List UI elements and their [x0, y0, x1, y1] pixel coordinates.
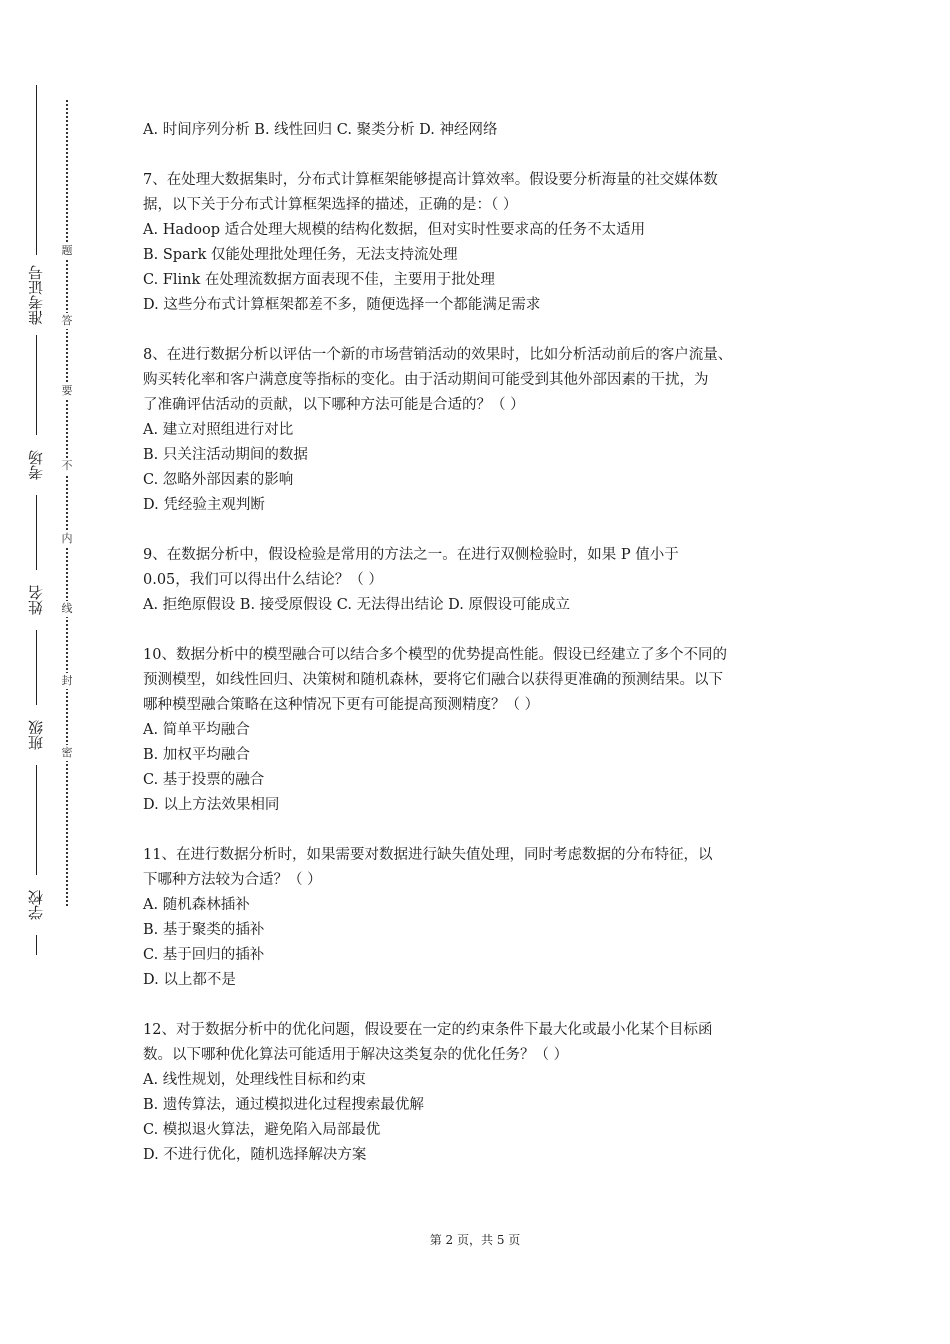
class-label: 班级 — [18, 705, 54, 765]
option-c: C. 基于投票的融合 — [143, 772, 265, 788]
binding-solid-line — [36, 85, 37, 955]
option-a: A. 建立对照组进行对比 — [143, 422, 294, 438]
question-stem: 7、在处理大数据集时，分布式计算框架能够提高计算效率。假设要分析海量的社交媒体数 — [143, 172, 718, 188]
option-c: C. 基于回归的插补 — [143, 947, 265, 963]
option-d: D. 以上方法效果相同 — [143, 797, 280, 813]
question-9 — [143, 543, 833, 618]
binding-margin — [0, 0, 90, 1344]
name-label: 姓名 — [18, 570, 54, 630]
question-stem: 购买转化率和客户满意度等指标的变化。由于活动期间可能受到其他外部因素的干扰，为 — [143, 372, 709, 388]
seal-char: 不 — [57, 458, 77, 474]
seal-char: 答 — [57, 313, 77, 329]
option-a: A. Hadoop 适合处理大规模的结构化数据，但对实时性要求高的任务不太适用 — [143, 222, 646, 238]
seal-char: 线 — [57, 601, 77, 617]
option-c: C. 忽略外部因素的影响 — [143, 472, 294, 488]
question-stem: 9、在数据分析中，假设检验是常用的方法之一。在进行双侧检验时，如果 P 值小于 — [143, 547, 679, 563]
question-8 — [143, 343, 833, 518]
seal-char: 要 — [57, 383, 77, 399]
option-c: C. Flink 在处理流数据方面表现不佳，主要用于批处理 — [143, 272, 495, 288]
option-b: B. 遗传算法，通过模拟进化过程搜索最优解 — [143, 1097, 424, 1113]
option-a: A. 随机森林插补 — [143, 897, 250, 913]
seal-char: 内 — [57, 531, 77, 547]
exam-id-label: 准考证号 — [18, 255, 54, 335]
option-b: B. 只关注活动期间的数据 — [143, 447, 308, 463]
seal-char: 密 — [57, 745, 77, 761]
question-11 — [143, 843, 833, 993]
exam-room-label: 考场 — [18, 435, 54, 495]
option-c: C. 模拟退火算法，避免陷入局部最优 — [143, 1122, 381, 1138]
option-b: B. 基于聚类的插补 — [143, 922, 265, 938]
question-stem: 12、对于数据分析中的优化问题，假设要在一定的约束条件下最大化或最小化某个目标函 — [143, 1022, 713, 1038]
option-b: B. Spark 仅能处理批处理任务，无法支持流处理 — [143, 247, 458, 263]
seal-char: 封 — [57, 673, 77, 689]
question-stem: 预测模型，如线性回归、决策树和随机森林，要将它们融合以获得更准确的预测结果。以下 — [143, 672, 723, 688]
question-stem: 哪种模型融合策略在这种情况下更有可能提高预测精度？（ ） — [143, 697, 540, 713]
option-d: D. 不进行优化，随机选择解决方案 — [143, 1147, 367, 1163]
option-d: D. 凭经验主观判断 — [143, 497, 265, 513]
binding-dotted-line — [66, 100, 68, 906]
option-d: D. 以上都不是 — [143, 972, 236, 988]
question-content — [143, 118, 833, 1168]
options-inline: A. 拒绝原假设 B. 接受原假设 C. 无法得出结论 D. 原假设可能成立 — [143, 597, 571, 613]
previous-question-options: A. 时间序列分析 B. 线性回归 C. 聚类分析 D. 神经网络 — [143, 122, 498, 138]
question-stem: 了准确评估活动的贡献，以下哪种方法可能是合适的？（ ） — [143, 397, 525, 413]
question-stem: 数。以下哪种优化算法可能适用于解决这类复杂的优化任务？（ ） — [143, 1047, 569, 1063]
question-stem: 0.05，我们可以得出什么结论？（ ） — [143, 572, 383, 588]
seal-char: 题 — [57, 243, 77, 259]
question-7 — [143, 168, 833, 318]
question-10 — [143, 643, 833, 818]
question-stem: 11、在进行数据分析时，如果需要对数据进行缺失值处理，同时考虑数据的分布特征，以 — [143, 847, 713, 863]
option-d: D. 这些分布式计算框架都差不多，随便选择一个都能满足需求 — [143, 297, 541, 313]
question-stem: 10、数据分析中的模型融合可以结合多个模型的优势提高性能。假设已经建立了多个不同的 — [143, 647, 727, 663]
option-a: A. 线性规划，处理线性目标和约束 — [143, 1072, 366, 1088]
school-label: 学校 — [18, 875, 54, 935]
question-stem: 8、在进行数据分析以评估一个新的市场营销活动的效果时，比如分析活动前后的客户流量、 — [143, 347, 733, 363]
page-footer: 第 2 页，共 5 页 — [429, 1233, 521, 1247]
option-a: A. 简单平均融合 — [143, 722, 250, 738]
option-b: B. 加权平均融合 — [143, 747, 250, 763]
question-stem: 据，以下关于分布式计算框架选择的描述，正确的是：（ ） — [143, 197, 518, 213]
question-stem: 下哪种方法较为合适？（ ） — [143, 872, 322, 888]
question-12 — [143, 1018, 833, 1168]
